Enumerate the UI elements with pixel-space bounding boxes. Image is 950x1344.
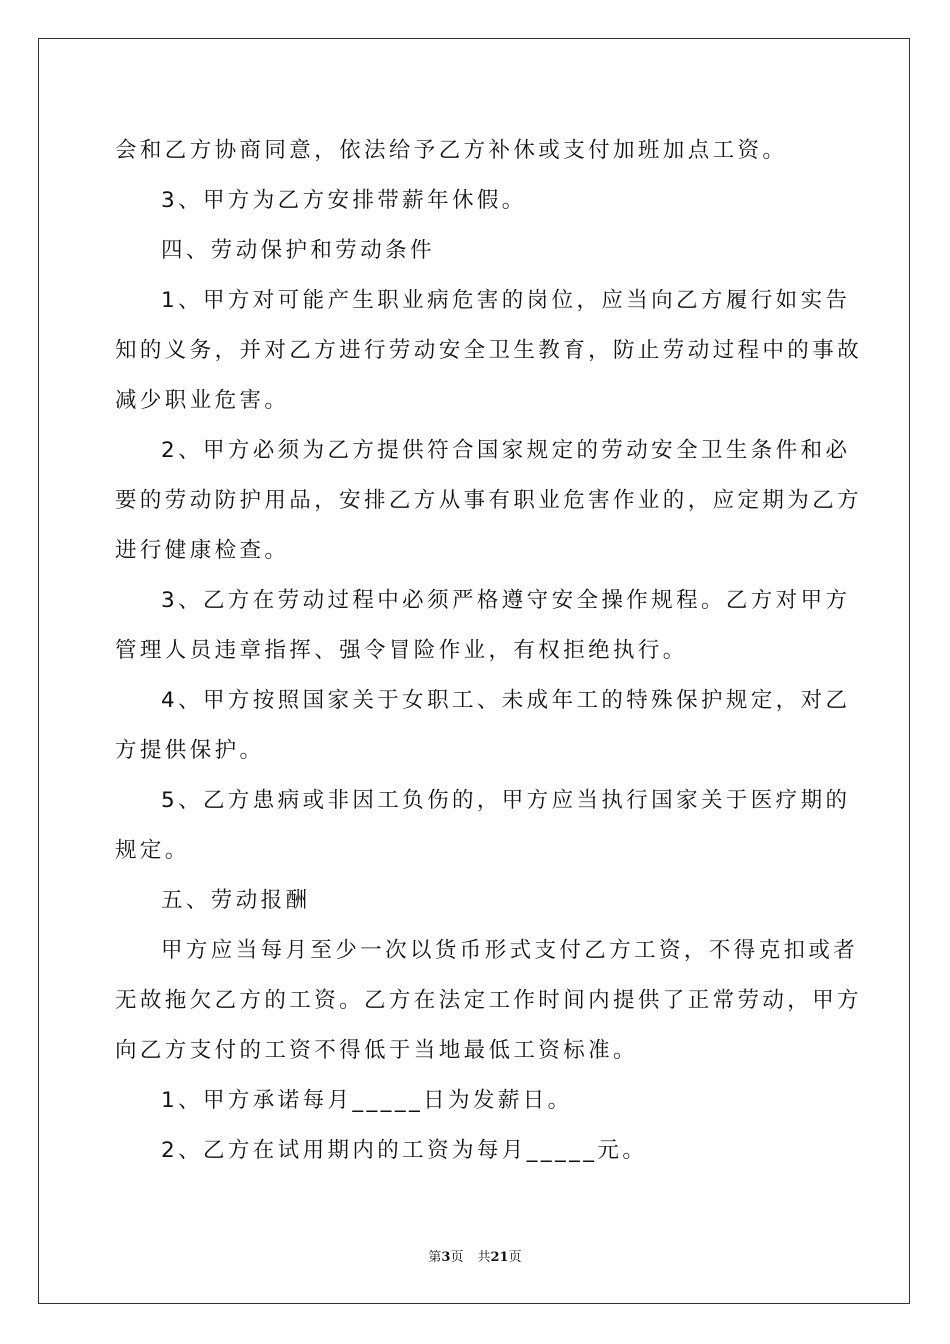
text-line: 进行健康检查。 xyxy=(115,538,290,563)
text-line: 3、甲方为乙方安排带薪年休假。 xyxy=(161,188,527,213)
total-unit: 页 xyxy=(508,1250,522,1265)
text-line: 2、甲方必须为乙方提供符合国家规定的劳动安全卫生条件和必 xyxy=(161,438,851,463)
text-line: 1、甲方承诺每月_____日为发薪日。 xyxy=(161,1088,573,1113)
section-heading: 四、劳动保护和劳动条件 xyxy=(161,238,435,263)
text-line: 4、甲方按照国家关于女职工、未成年工的特殊保护规定，对乙 xyxy=(161,688,851,713)
text-line: 管理人员违章指挥、强令冒险作业，有权拒绝执行。 xyxy=(115,638,688,663)
total-prefix: 共 xyxy=(477,1250,491,1265)
page-footer xyxy=(0,1246,950,1265)
text-line: 2、乙方在试用期内的工资为每月_____元。 xyxy=(161,1138,648,1163)
page-prefix: 第 xyxy=(428,1250,442,1265)
text-line: 3、乙方在劳动过程中必须严格遵守安全操作规程。乙方对甲方 xyxy=(161,588,851,613)
text-line: 方提供保护。 xyxy=(115,738,265,763)
total-pages: 21 xyxy=(490,1250,509,1265)
text-line: 知的义务，并对乙方进行劳动安全卫生教育，防止劳动过程中的事故 xyxy=(115,338,863,363)
text-line: 规定。 xyxy=(115,838,190,863)
page-unit: 页 xyxy=(450,1250,464,1265)
text-line: 无故拖欠乙方的工资。乙方在法定工作时间内提供了正常劳动，甲方 xyxy=(115,988,863,1013)
text-line: 甲方应当每月至少一次以货币形式支付乙方工资，不得克扣或者 xyxy=(161,938,859,963)
document-body xyxy=(115,126,863,1176)
text-line: 5、乙方患病或非因工负伤的，甲方应当执行国家关于医疗期的 xyxy=(161,788,851,813)
text-line: 会和乙方协商同意，依法给予乙方补休或支付加班加点工资。 xyxy=(115,138,788,163)
text-line: 要的劳动防护用品，安排乙方从事有职业危害作业的，应定期为乙方 xyxy=(115,488,863,513)
section-heading: 五、劳动报酬 xyxy=(161,888,311,913)
text-line: 减少职业危害。 xyxy=(115,388,290,413)
text-line: 向乙方支付的工资不得低于当地最低工资标准。 xyxy=(115,1038,638,1063)
text-line: 1、甲方对可能产生职业病危害的岗位，应当向乙方履行如实告 xyxy=(161,288,851,313)
page-number: 3 xyxy=(441,1250,451,1265)
